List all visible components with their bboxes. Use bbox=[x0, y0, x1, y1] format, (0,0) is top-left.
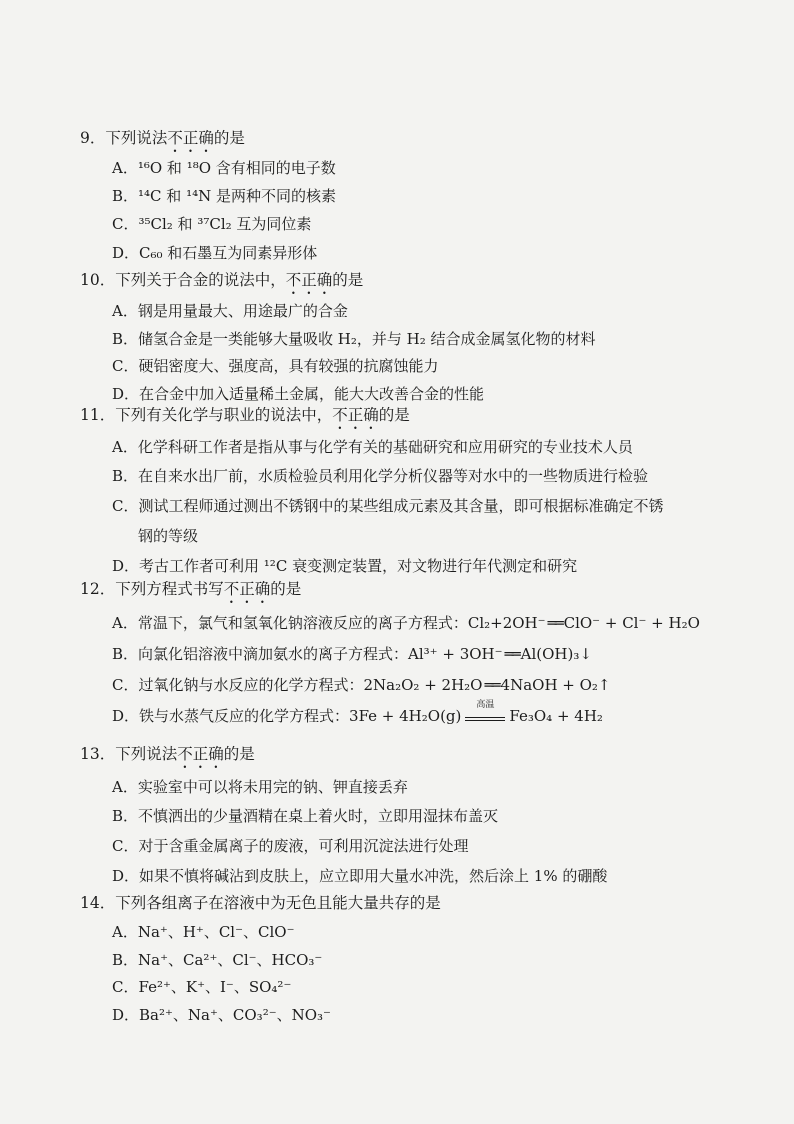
option-a: A．¹⁶O 和 ¹⁸O 含有相同的电子数 bbox=[112, 159, 336, 177]
question-13-stem bbox=[80, 744, 255, 772]
equals-sign: ══ bbox=[504, 645, 519, 663]
stem-text: 的是 bbox=[378, 406, 410, 424]
stem-text: 下列各组离子在溶液中为无色且能大量共存的是 bbox=[115, 894, 441, 912]
option-c: C．Fe²⁺、K⁺、I⁻、SO₄²⁻ bbox=[112, 978, 292, 996]
stem-text: 的是 bbox=[213, 129, 245, 147]
option-b: B．在自来水出厂前，水质检验员利用化学分析仪器等对水中的一些物质进行检验 bbox=[112, 467, 649, 485]
option-b: B．¹⁴C 和 ¹⁴N 是两种不同的核素 bbox=[112, 187, 336, 205]
equation-reactants: Cl₂+2OH⁻ bbox=[467, 614, 546, 632]
stem-text: 下列有关化学与职业的说法中， bbox=[115, 406, 333, 424]
stem-text: 下列关于合金的说法中， bbox=[115, 271, 286, 289]
question-9-stem bbox=[80, 128, 245, 156]
option-d: D．C₆₀ 和石墨互为同素异形体 bbox=[112, 244, 318, 262]
option-c: C．对于含重金属离子的废液，可利用沉淀法进行处理 bbox=[112, 837, 469, 855]
question-number: 10． bbox=[80, 271, 116, 289]
equation-products: Al(OH)₃↓ bbox=[520, 645, 592, 663]
option-b: B．储氢合金是一类能够大量吸收 H₂，并与 H₂ 结合成金属氢化物的材料 bbox=[112, 330, 596, 348]
equation-products: ClO⁻ + Cl⁻ + H₂O bbox=[563, 614, 700, 632]
option-text: A．常温下，氯气和氢氧化钠溶液反应的离子方程式： bbox=[112, 614, 468, 632]
option-c: C．测试工程师通过测出不锈钢中的某些组成元素及其含量，即可根据标准确定不锈 bbox=[112, 497, 664, 515]
equation-products: 4NaOH + O₂↑ bbox=[500, 676, 611, 694]
option-b bbox=[112, 644, 592, 664]
reaction-condition-sign bbox=[465, 700, 505, 721]
question-12-stem bbox=[80, 579, 301, 607]
option-text: C．过氧化钠与水反应的化学方程式： bbox=[112, 676, 364, 694]
stem-text: 的是 bbox=[223, 745, 255, 763]
option-text: D．铁与水蒸气反应的化学方程式： bbox=[112, 707, 350, 725]
option-a: A．化学科研工作者是指从事与化学有关的基础研究和应用研究的专业技术人员 bbox=[112, 438, 633, 456]
option-d: D．Ba²⁺、Na⁺、CO₃²⁻、NO₃⁻ bbox=[112, 1006, 331, 1024]
equation-reactants: 2Na₂O₂ + 2H₂O bbox=[363, 676, 483, 694]
question-number: 11． bbox=[80, 406, 116, 424]
question-number: 12． bbox=[80, 580, 116, 598]
option-a: A．Na⁺、H⁺、Cl⁻、ClO⁻ bbox=[112, 923, 295, 941]
stem-text: 的是 bbox=[270, 580, 302, 598]
question-11-stem bbox=[80, 405, 410, 433]
emphasis-text: 不正确 bbox=[223, 580, 271, 598]
question-10-stem bbox=[80, 270, 363, 298]
stem-text: 下列方程式书写 bbox=[115, 580, 224, 598]
option-d bbox=[112, 700, 603, 726]
option-a bbox=[112, 613, 700, 633]
equation-products: Fe₃O₄ + 4H₂ bbox=[509, 707, 603, 725]
option-b: B．Na⁺、Ca²⁺、Cl⁻、HCO₃⁻ bbox=[112, 951, 323, 969]
emphasis-text: 不正确 bbox=[285, 271, 333, 289]
question-number: 13． bbox=[80, 745, 116, 763]
equation-reactants: 3Fe + 4H₂O(g) bbox=[349, 707, 462, 725]
emphasis-text: 不正确 bbox=[177, 745, 224, 763]
question-number: 14． bbox=[80, 894, 116, 912]
option-a: A．钢是用量最大、用途最广的合金 bbox=[112, 302, 348, 320]
question-14-stem bbox=[80, 893, 441, 913]
stem-text: 下列说法 bbox=[115, 745, 178, 763]
option-d: D．考古工作者可利用 ¹²C 衰变测定装置，对文物进行年代测定和研究 bbox=[112, 557, 578, 575]
equals-sign: ══ bbox=[547, 614, 562, 632]
equals-sign: ══ bbox=[484, 676, 499, 694]
emphasis-text: 不正确 bbox=[167, 129, 214, 147]
stem-text: 的是 bbox=[332, 271, 364, 289]
equation-reactants: Al³⁺ + 3OH⁻ bbox=[408, 645, 503, 663]
option-c-continued: 钢的等级 bbox=[138, 527, 199, 545]
option-b: B．不慎洒出的少量酒精在桌上着火时，立即用湿抹布盖灭 bbox=[112, 807, 499, 825]
option-text: B．向氯化铝溶液中滴加氨水的离子方程式： bbox=[112, 645, 409, 663]
reaction-condition: 高温 bbox=[476, 700, 495, 710]
option-c: C．³⁵Cl₂ 和 ³⁷Cl₂ 互为同位素 bbox=[112, 215, 312, 233]
option-d: D．如果不慎将碱沾到皮肤上，应立即用大量水冲洗，然后涂上 1% 的硼酸 bbox=[112, 867, 608, 885]
option-c bbox=[112, 675, 611, 695]
option-d: D．在合金中加入适量稀土金属，能大大改善合金的性能 bbox=[112, 385, 485, 403]
question-number: 9． bbox=[80, 129, 106, 147]
option-a: A．实验室中可以将未用完的钠、钾直接丢弃 bbox=[112, 778, 408, 796]
emphasis-text: 不正确 bbox=[332, 406, 379, 424]
stem-text: 下列说法 bbox=[105, 129, 168, 147]
option-c: C．硬铝密度大、强度高，具有较强的抗腐蚀能力 bbox=[112, 357, 439, 375]
